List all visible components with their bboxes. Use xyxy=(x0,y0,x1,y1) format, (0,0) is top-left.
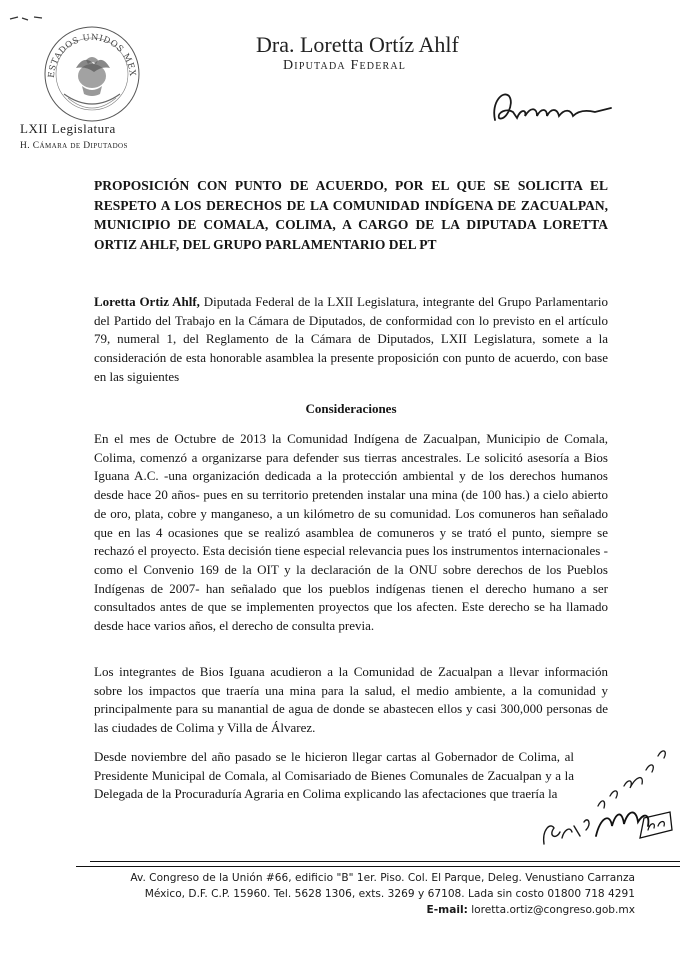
email-label: E-mail: xyxy=(426,904,468,916)
intro-paragraph xyxy=(94,293,608,387)
email-link[interactable]: loretta.ortiz@congreso.gob.mx xyxy=(471,904,635,916)
paragraph-1: En el mes de Octubre de 2013 la Comunidad Indígena de Zacualpan, Municipio de Comala, Colima, comenzó a organizarse para defender sus tierras ancestrales. Le solicitó asesoría a Bios Iguana A.C. -una organización dedicada a la protección ambiental y de los derechos humanos desde hace 20 años- pues en su territorio pretenden instalar una mina (de 100 has.) a cielo abierto de oro, plata, cobre y manganeso, a un kilómetro de su comunidad. Los comuneros han señalado que en las 4 ocasiones que se realizó asamblea de comuneros y se trató el punto, siempre se rechazó el proyecto. Esta decisión tiene especial relevancia pues los instrumentos internacionales -como el Convenio 169 de la OIT y la declaración de la ONU sobre derechos de los Pueblos Indígenas de 2007- han señalado que los pueblos indígenas tienen el derecho humano a ser consultados antes de que se implementen proyectos que los afecten. Este derecho se ha llamado desde hace varios años, el derecho de consulta previa. xyxy=(94,431,608,634)
section-heading: Consideraciones xyxy=(305,401,397,416)
handwritten-signature-initial xyxy=(487,82,617,132)
intro-author: Loretta Ortiz Ahlf, xyxy=(94,294,200,309)
deputy-role: Diputada Federal xyxy=(283,58,407,73)
legislature-label: LXII Legislatura xyxy=(20,121,116,136)
handwritten-receipt-stamp xyxy=(540,726,680,861)
paragraph-3: Desde noviembre del año pasado se le hicieron llegar cartas al Gobernador de Colima, al Presidente Municipal de Comala, al Comisariado de Bienes Comunales de Zacualpan y a la Delegada de la Procuraduría Agraria en Colima explicando las afectaciones que traería la xyxy=(94,749,574,802)
footer-contact xyxy=(60,870,635,918)
mexican-coat-of-arms-seal xyxy=(42,24,142,124)
email-line xyxy=(60,902,635,918)
address-line-1: Av. Congreso de la Unión #66, edificio "B" 1er. Piso. Col. El Parque, Deleg. Venustiano Carranza xyxy=(130,872,635,884)
footer-rule-top xyxy=(90,861,680,862)
deputy-name: Dra. Loretta Ortíz Ahlf xyxy=(256,32,459,57)
svg-text:ESTADOS UNIDOS MEXICANOS: ESTADOS UNIDOS MEX xyxy=(46,32,138,79)
address-line-2: México, D.F. C.P. 15960. Tel. 5628 1306, exts. 3269 y 67108. Lada sin costo 01800 718 4291 xyxy=(144,888,635,900)
intro-text: Diputada Federal de la LXII Legislatura, integrante del Grupo Parlamentario del Partido del Trabajo en la Cámara de Diputados, de conformidad con lo previsto en el artículo 79, numeral 1, del Reglamento de la Cámara de Diputados, LXII Legislatura, somete a la consideración de esta honorable asamblea la presente proposición con punto de acuerdo, con base en las siguientes xyxy=(94,294,608,384)
document-title: PROPOSICIÓN CON PUNTO DE ACUERDO, POR EL QUE SE SOLICITA EL RESPETO A LOS DERECHOS DE LA COMUNIDAD INDÍGENA DE ZACUALPAN, MUNICIPIO DE COMALA, COLIMA, A CARGO DE LA DIPUTADA LORETTA ORTIZ AHLF, DEL GRUPO PARLAMENTARIO DEL PT xyxy=(94,178,608,252)
footer-rule-bottom xyxy=(76,866,680,867)
chamber-label: H. Cámara de Diputados xyxy=(20,141,128,151)
paragraph-2: Los integrantes de Bios Iguana acudieron a la Comunidad de Zacualpan a llevar información sobre los impactos que traería una mina para la salud, el medio ambiente, a la comunidad y principalmente para su manantial de agua de donde se abastecen ellos y casi 300,000 personas de las ciudades de Colima y Villa de Álvarez. xyxy=(94,664,608,736)
scan-mark xyxy=(8,10,38,20)
